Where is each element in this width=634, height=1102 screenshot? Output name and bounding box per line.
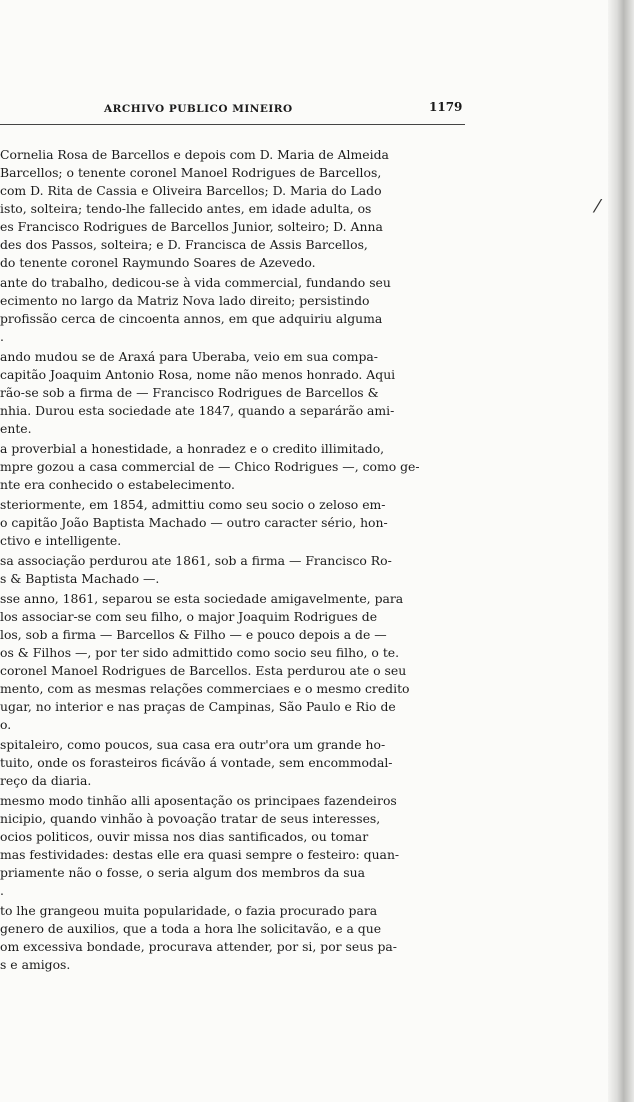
- text-line: mento, com as mesmas relações commerciaes e o mesmo credito: [0, 681, 410, 696]
- text-line: ocios politicos, ouvir missa nos dias santificados, ou tomar: [0, 829, 369, 844]
- text-line: nte era conhecido o estabelecimento.: [0, 477, 235, 492]
- text-line: a proverbial a honestidade, a honradez e o credito illimitado,: [0, 441, 385, 456]
- page-number: 1179: [429, 100, 463, 114]
- text-line: tuito, onde os forasteiros ficávão á vontade, sem encommodal-: [0, 755, 393, 770]
- text-line: o.: [0, 717, 12, 732]
- text-line: sa associação perdurou ate 1861, sob a firma — Francisco Ro-: [0, 553, 392, 568]
- text-line: do tenente coronel Raymundo Soares de Azevedo.: [0, 255, 316, 270]
- text-line: es Francisco Rodrigues de Barcellos Junior, solteiro; D. Anna: [0, 219, 383, 234]
- text-line: los associar-se com seu filho, o major Joaquim Rodrigues de: [0, 609, 378, 624]
- margin-mark: ⁄: [596, 196, 600, 217]
- text-line: reço da diaria.: [0, 773, 92, 788]
- page-header: [0, 100, 600, 122]
- running-title: ARCHIVO PUBLICO MINEIRO: [104, 103, 293, 115]
- text-line: genero de auxilios, que a toda a hora lhe solicitavão, e a que: [0, 921, 382, 936]
- text-line: capitão Joaquim Antonio Rosa, nome não menos honrado. Aqui: [0, 367, 396, 382]
- text-line: s & Baptista Machado —.: [0, 571, 160, 586]
- text-line: ente.: [0, 421, 32, 436]
- text-line: Barcellos; o tenente coronel Manoel Rodrigues de Barcellos,: [0, 165, 382, 180]
- body-text: [0, 146, 470, 974]
- text-line: ctivo e intelligente.: [0, 533, 122, 548]
- text-line: .: [0, 883, 4, 898]
- text-line: .: [0, 329, 4, 344]
- text-line: coronel Manoel Rodrigues de Barcellos. Esta perdurou ate o seu: [0, 663, 407, 678]
- text-line: mpre gozou a casa commercial de — Chico Rodrigues —, como ge-: [0, 459, 420, 474]
- text-line: o capitão João Baptista Machado — outro caracter sério, hon-: [0, 515, 388, 530]
- text-line: mesmo modo tinhão alli aposentação os principaes fazendeiros: [0, 793, 397, 808]
- text-line: ecimento no largo da Matriz Nova lado direito; persistindo: [0, 293, 370, 308]
- text-line: rão-se sob a firma de — Francisco Rodrigues de Barcellos &: [0, 385, 379, 400]
- header-rule: [0, 124, 465, 125]
- text-line: profissão cerca de cincoenta annos, em que adquiriu alguma: [0, 311, 383, 326]
- text-line: los, sob a firma — Barcellos & Filho — e pouco depois a de —: [0, 627, 387, 642]
- text-line: des dos Passos, solteira; e D. Francisca de Assis Barcellos,: [0, 237, 368, 252]
- text-line: Cornelia Rosa de Barcellos e depois com D. Maria de Almeida: [0, 147, 389, 162]
- text-line: os & Filhos —, por ter sido admittido como socio seu filho, o te.: [0, 645, 400, 660]
- text-line: mas festividades: destas elle era quasi sempre o festeiro: quan-: [0, 847, 400, 862]
- text-line: com D. Rita de Cassia e Oliveira Barcellos; D. Maria do Lado: [0, 183, 382, 198]
- text-line: ante do trabalho, dedicou-se à vida commercial, fundando seu: [0, 275, 391, 290]
- text-line: sse anno, 1861, separou se esta sociedade amigavelmente, para: [0, 591, 404, 606]
- text-line: nhia. Durou esta sociedade ate 1847, quando a separárão ami-: [0, 403, 395, 418]
- text-line: steriormente, em 1854, admittiu como seu socio o zeloso em-: [0, 497, 386, 512]
- text-line: priamente não o fosse, o seria algum dos membros da sua: [0, 865, 366, 880]
- text-line: spitaleiro, como poucos, sua casa era outr'ora um grande ho-: [0, 737, 386, 752]
- text-line: ugar, no interior e nas praças de Campinas, São Paulo e Rio de: [0, 699, 396, 714]
- text-line: to lhe grangeou muita popularidade, o fazia procurado para: [0, 903, 378, 918]
- text-line: om excessiva bondade, procurava attender, por si, por seus pa-: [0, 939, 397, 954]
- text-line: ando mudou se de Araxá para Uberaba, veio em sua compa-: [0, 349, 378, 364]
- text-line: nicipio, quando vinhão à povoação tratar de seus interesses,: [0, 811, 381, 826]
- page-edge: [608, 0, 634, 1102]
- text-line: s e amigos.: [0, 957, 71, 972]
- text-line: isto, solteira; tendo-lhe fallecido antes, em idade adulta, os: [0, 201, 372, 216]
